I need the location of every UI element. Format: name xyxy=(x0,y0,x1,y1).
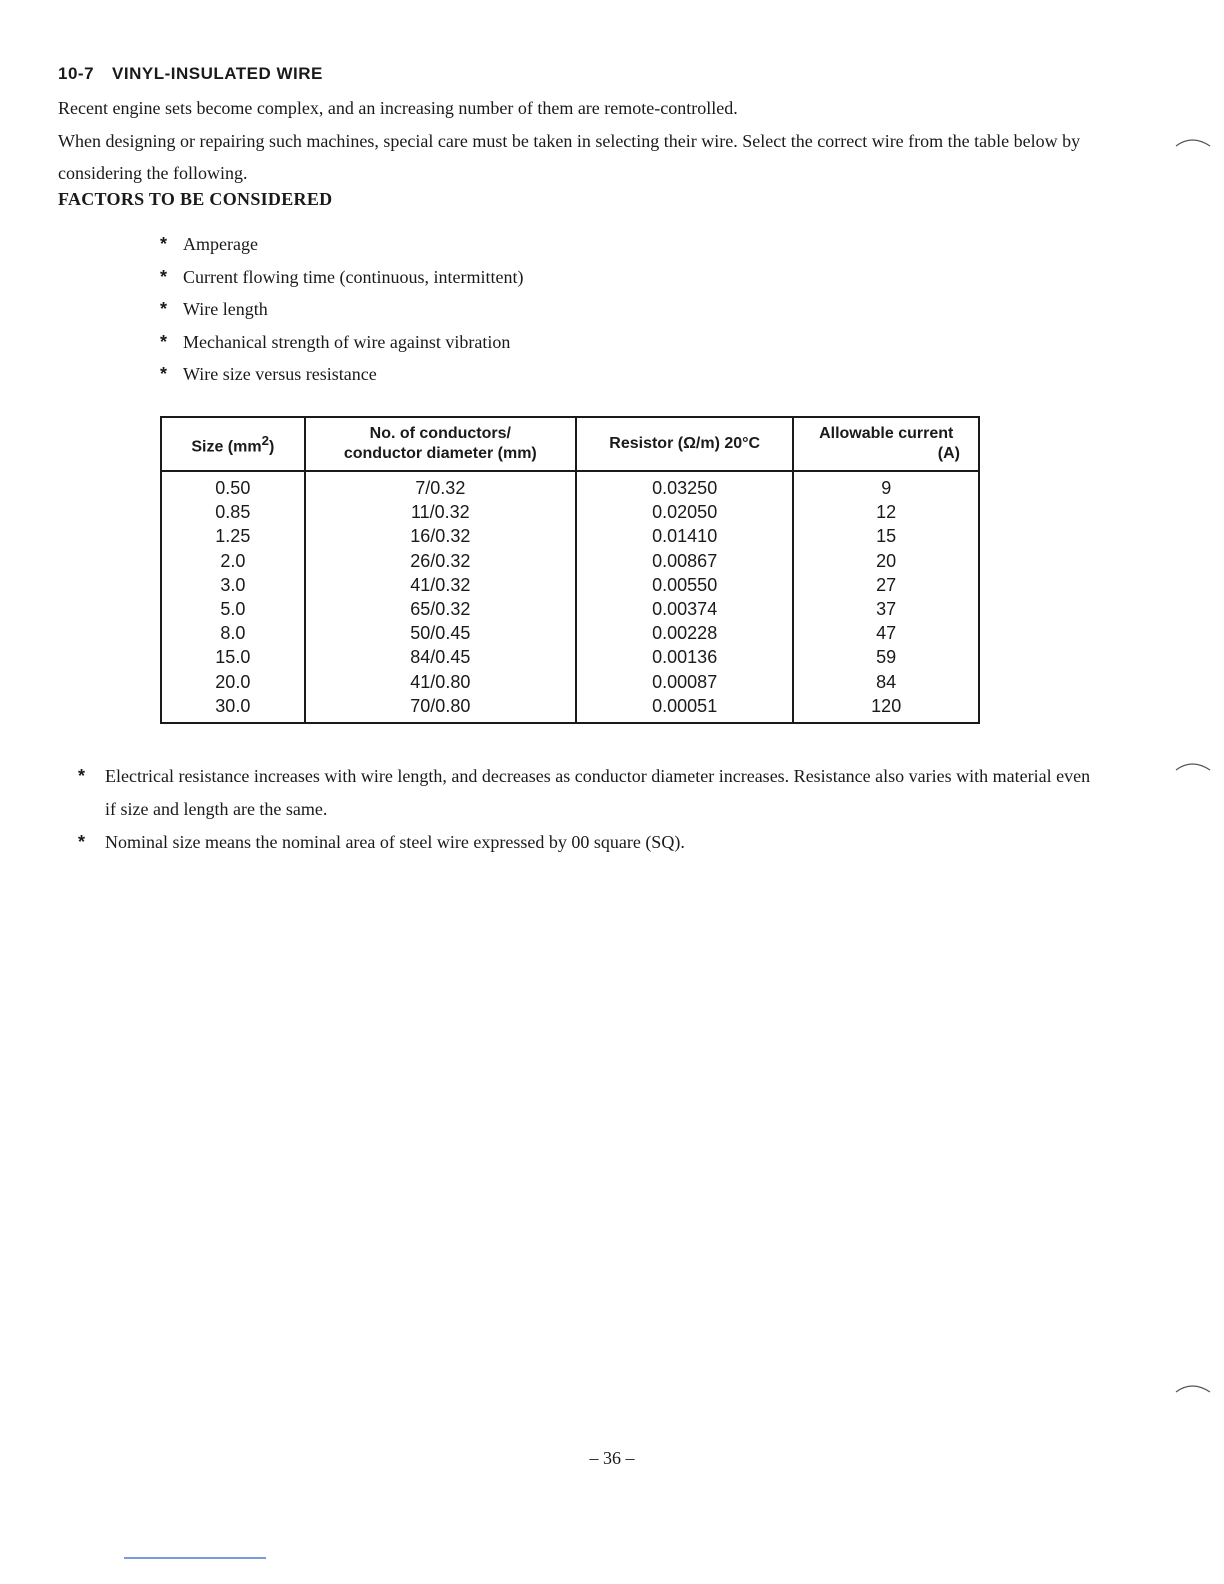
table-row xyxy=(161,549,979,573)
cell-size: 15.0 xyxy=(161,645,305,669)
cell-current: 84 xyxy=(793,670,979,694)
header-size: Size $(mm^2)$ xyxy=(161,417,305,471)
cell-current: 59 xyxy=(793,645,979,669)
cell-resistance: 0.00087 xyxy=(576,670,793,694)
section-heading xyxy=(58,64,323,84)
cell-conductors: 16/0.32 xyxy=(305,524,576,548)
table-row xyxy=(161,670,979,694)
cell-current: 120 xyxy=(793,694,979,723)
cell-current: 9 xyxy=(793,471,979,500)
wire-table xyxy=(160,416,980,724)
cell-resistance: 0.03250 xyxy=(576,471,793,500)
list-item: * Amperage xyxy=(160,228,523,261)
cell-conductors: 50/0.45 xyxy=(305,621,576,645)
bullet-star: * xyxy=(160,364,168,384)
factors-title: FACTORS TO BE CONSIDERED xyxy=(58,189,333,209)
cell-resistance: 0.00051 xyxy=(576,694,793,723)
cell-resistance: 0.00136 xyxy=(576,645,793,669)
page-number: – 36 – xyxy=(589,1448,635,1468)
cell-size: 1.25 xyxy=(161,524,305,548)
intro-line-1: Recent engine sets become complex, and an increasing number of them are remote-controlled. xyxy=(58,98,738,118)
bullet-star: * xyxy=(160,331,168,352)
cell-conductors: 84/0.45 xyxy=(305,645,576,669)
header-allowable-current: Allowable current (A) xyxy=(793,417,979,471)
cell-current: 27 xyxy=(793,573,979,597)
table-row xyxy=(161,694,979,723)
cell-current: 15 xyxy=(793,524,979,548)
note-item: * Electrical resistance increases with wire length, and decreases as conductor diameter increases. Resistance also varies with material even if size and length are the same. xyxy=(78,766,1091,819)
bullet-star: * xyxy=(160,266,168,287)
cell-resistance: 0.00550 xyxy=(576,573,793,597)
cell-size: 3.0 xyxy=(161,573,305,597)
cell-conductors: 26/0.32 xyxy=(305,549,576,573)
cell-size: 20.0 xyxy=(161,670,305,694)
cell-conductors: 65/0.32 xyxy=(305,597,576,621)
list-item: * Current flowing time (continuous, intermittent) xyxy=(160,261,523,294)
cell-conductors: 7/0.32 xyxy=(305,471,576,500)
note-item: * Nominal size means the nominal area of steel wire expressed by 00 square (SQ). xyxy=(78,832,685,852)
table-row xyxy=(161,500,979,524)
table-row xyxy=(161,645,979,669)
table-row xyxy=(161,524,979,548)
cell-resistance: 0.00374 xyxy=(576,597,793,621)
bullet-star: * xyxy=(160,299,168,319)
list-item: * Wire size versus resistance xyxy=(160,358,523,391)
cell-resistance: 0.01410 xyxy=(576,524,793,548)
cell-conductors: 11/0.32 xyxy=(305,500,576,524)
cell-size: 30.0 xyxy=(161,694,305,723)
cell-current: 37 xyxy=(793,597,979,621)
header-resistor: Resistor (Ω/m) 20°C xyxy=(576,417,793,471)
table-row xyxy=(161,597,979,621)
cell-current: 12 xyxy=(793,500,979,524)
table-row xyxy=(161,573,979,597)
list-item: * Wire length xyxy=(160,293,523,326)
scan-mark xyxy=(1176,764,1210,770)
cell-current: 20 xyxy=(793,549,979,573)
cell-size: 5.0 xyxy=(161,597,305,621)
cell-current: 47 xyxy=(793,621,979,645)
cell-size: 8.0 xyxy=(161,621,305,645)
table-header-row xyxy=(161,417,979,471)
list-item: * Mechanical strength of wire against vibration xyxy=(160,326,523,359)
cell-conductors: 70/0.80 xyxy=(305,694,576,723)
table-row xyxy=(161,621,979,645)
table-row xyxy=(161,471,979,500)
notes xyxy=(78,760,1098,859)
cell-size: 0.50 xyxy=(161,471,305,500)
scan-mark xyxy=(1176,140,1210,146)
factors-list xyxy=(160,228,523,391)
cell-conductors: 41/0.32 xyxy=(305,573,576,597)
cell-resistance: 0.00228 xyxy=(576,621,793,645)
cell-conductors: 41/0.80 xyxy=(305,670,576,694)
cell-resistance: 0.00867 xyxy=(576,549,793,573)
header-conductors: No. of conductors/ conductor diameter (mm) xyxy=(305,417,576,471)
scan-mark xyxy=(1176,1386,1210,1392)
cell-size: 2.0 xyxy=(161,549,305,573)
cell-size: 0.85 xyxy=(161,500,305,524)
bullet-star: * xyxy=(160,234,168,254)
section-number: 10-7 xyxy=(58,64,95,83)
section-title: VINYL-INSULATED WIRE xyxy=(112,64,323,83)
cell-resistance: 0.02050 xyxy=(576,500,793,524)
intro-line-2: When designing or repairing such machines, special care must be taken in selecting their wire. Select the correct wire from the table below by considering the following. xyxy=(58,131,1081,183)
